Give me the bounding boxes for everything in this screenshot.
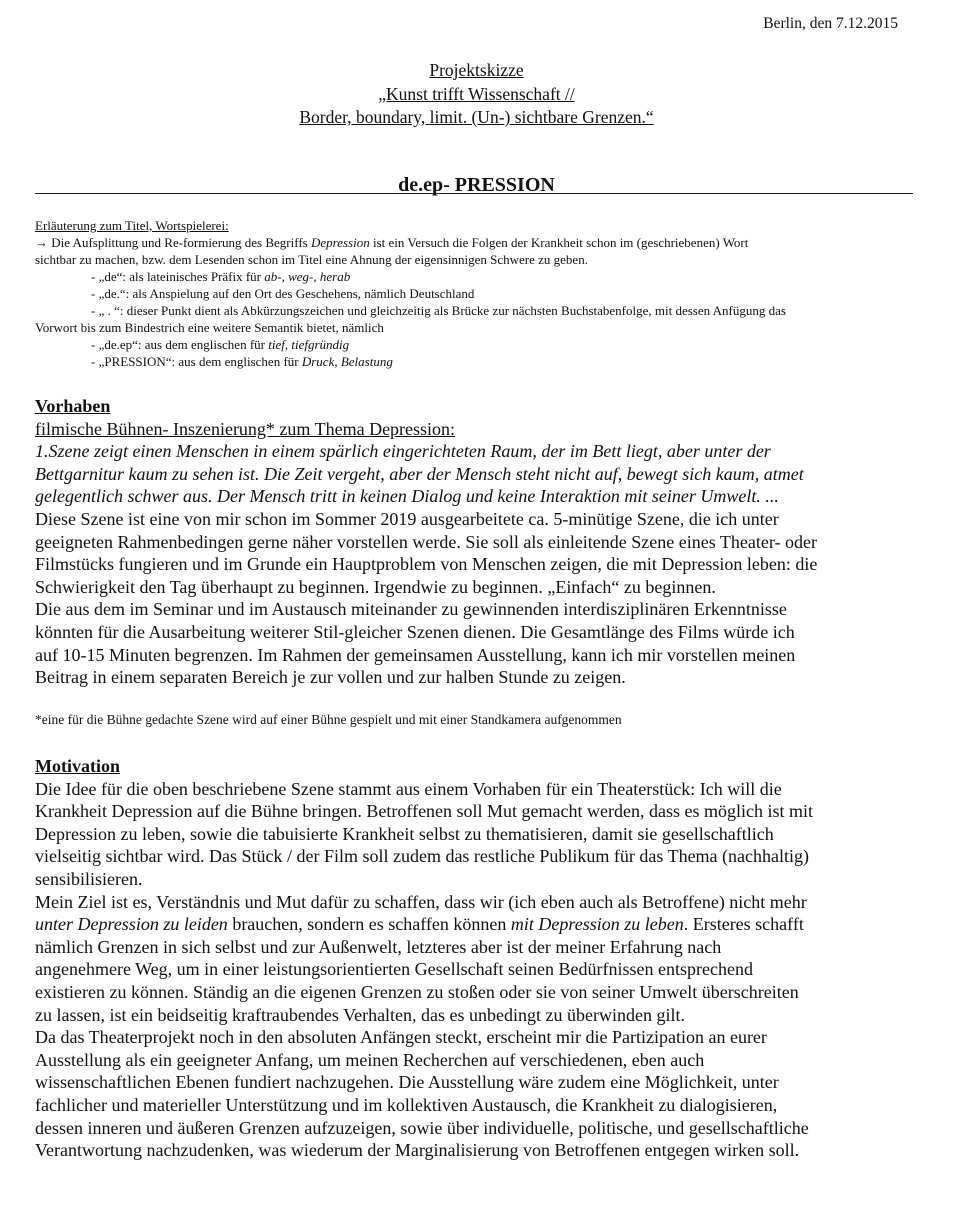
text-line <box>35 336 905 353</box>
text-segment: ist ein Versuch die Folgen der Krankheit schon im (geschriebenen) Wort <box>369 235 749 250</box>
text-segment: Vorwort bis zum Bindestrich eine weitere Semantik bietet, nämlich <box>35 320 384 335</box>
text-segment: - „de.ep“: aus dem englischen für <box>91 337 269 352</box>
section-heading: Motivation <box>35 756 120 776</box>
italic-text: ab-, weg-, herab <box>264 269 351 284</box>
text-line <box>35 666 915 689</box>
text-segment: könnten für die Ausarbeitung weiterer Stil-gleicher Szenen dienen. Die Gesamtlänge des Films würde ich <box>35 621 795 642</box>
section-subheading: filmische Bühnen- Inszenierung* zum Thema Depression: <box>35 418 456 439</box>
text-line <box>35 823 915 846</box>
text-segment: vielseitig sichtbar wird. Das Stück / der Film soll zudem das restliche Publikum für das Thema (nachhaltig) <box>35 846 810 867</box>
italic-text: 1.Szene zeigt einen Menschen in einem spärlich eingerichteten Raum, der im Bett liegt, aber unter der <box>35 441 771 462</box>
main-heading: de.ep- PRESSION <box>398 174 555 196</box>
text-line <box>35 621 915 644</box>
text-segment: Mein Ziel ist es, Verständnis und Mut dafür zu schaffen, dass wir (ich eben auch als Betroffene) nicht mehr <box>35 891 807 912</box>
text-line <box>35 440 915 463</box>
text-segment: Filmstücks fungieren und im Grunde ein Hauptproblem von Menschen zeigen, die mit Depression leben: die <box>35 554 818 575</box>
text-line <box>35 234 905 251</box>
text-line <box>35 598 915 621</box>
section-vorhaben <box>35 395 915 689</box>
text-segment: Schwierigkeit den Tag überhaupt zu beginnen. Irgendwie zu beginnen. „Einfach“ zu beginnen. <box>35 576 716 597</box>
explanation-heading: Erläuterung zum Titel, Wortspielerei: <box>35 218 229 233</box>
text-segment: geeigneten Rahmenbedingen gerne näher vorstellen werde. Sie soll als einleitende Szene eines Theater- oder <box>35 531 817 552</box>
text-segment: nämlich Grenzen in sich selbst und zur Außenwelt, letzteres aber ist der meiner Erfahrung nach <box>35 936 722 957</box>
explanation-lines <box>35 234 905 370</box>
text-segment: Ausstellung als ein geeigneter Anfang, um meinen Recherchen auf verschiedenen, eben auch <box>35 1049 705 1070</box>
text-line <box>35 553 915 576</box>
text-line <box>35 891 915 914</box>
text-segment: - „ . “: dieser Punkt dient als Abkürzungszeichen und gleichzeitig als Brücke zur nächsten Buchstabenfolge, mit dessen Anfügung das <box>91 303 786 318</box>
text-line <box>35 644 915 667</box>
text-line <box>35 1071 915 1094</box>
text-segment: - „de“: als lateinisches Präfix für <box>91 269 265 284</box>
title-line: Projektskizze <box>429 60 524 80</box>
italic-text: unter Depression zu leiden <box>35 914 228 935</box>
document-date: Berlin, den 7.12.2015 <box>763 15 898 32</box>
text-segment: angenehmere Weg, um in einer leistungsorientierten Gesellschaft seinen Bedürfnissen entsprechend <box>35 959 753 980</box>
text-line <box>35 1049 915 1072</box>
text-segment: Verantwortung nachzudenken, was wiederum der Marginalisierung von Betroffenen entgegen wirken soll. <box>35 1140 800 1161</box>
text-line <box>35 251 905 268</box>
text-segment: - „PRESSION“: aus dem englischen für <box>91 354 302 369</box>
text-segment: Depression zu leben, sowie die tabuisierte Krankheit selbst zu thematisieren, damit sie gesellschaftlich <box>35 823 774 844</box>
text-line <box>35 1117 915 1140</box>
text-segment: dessen inneren und äußeren Grenzen aufzuzeigen, sowie über individuelle, politische, und gesellschaftliche <box>35 1117 809 1138</box>
text-line <box>35 868 915 891</box>
text-line <box>35 353 905 370</box>
italic-text: Druck, Belastung <box>301 354 393 369</box>
section-motivation <box>35 755 915 1162</box>
text-segment: Die aus dem im Seminar und im Austausch miteinander zu gewinnenden interdisziplinären Erkenntnisse <box>35 599 787 620</box>
text-segment: auf 10-15 Minuten begrenzen. Im Rahmen der gemeinsamen Ausstellung, kann ich mir vorstellen meinen <box>35 644 796 665</box>
title-line: „Kunst trifft Wissenschaft // <box>378 83 575 104</box>
text-segment: Da das Theaterprojekt noch in den absoluten Anfängen steckt, erscheint mir die Partizipation an eurer <box>35 1027 767 1048</box>
section-text <box>35 440 915 689</box>
heading-divider <box>35 193 913 194</box>
text-segment: Beitrag in einem separaten Bereich je zur vollen und zur halben Stunde zu zeigen. <box>35 667 626 688</box>
footnote: *eine für die Bühne gedachte Szene wird auf einer Bühne gespielt und mit einer Standkamera aufgenommen <box>35 712 622 727</box>
text-line <box>35 508 915 531</box>
text-line <box>35 1094 915 1117</box>
text-line <box>35 845 915 868</box>
text-line <box>35 463 915 486</box>
section-heading: Vorhaben <box>35 396 111 416</box>
text-segment: . Ersteres schafft <box>683 914 804 935</box>
text-segment: fachlicher und materieller Unterstützung und im kollektiven Austausch, die Krankheit zu dialogisieren, <box>35 1094 778 1115</box>
text-line <box>35 958 915 981</box>
text-segment: brauchen, sondern es schaffen können <box>227 914 511 935</box>
text-line <box>35 485 915 508</box>
text-segment: sensibilisieren. <box>35 868 143 889</box>
text-segment: Diese Szene ist eine von mir schon im Sommer 2019 ausgearbeitete ca. 5-minütige Szene, die ich unter <box>35 508 779 529</box>
text-line <box>35 778 915 801</box>
text-segment: Die Idee für die oben beschriebene Szene stammt aus einem Vorhaben für ein Theaterstück: Ich will die <box>35 778 782 799</box>
italic-text: gelegentlich schwer aus. Der Mensch tritt in keinen Dialog und keine Interaktion mit seiner Umwelt. ... <box>35 486 779 507</box>
italic-text: mit Depression zu leben <box>510 914 684 935</box>
section-text <box>35 778 915 1162</box>
text-segment: - „de.“: als Anspielung auf den Ort des Geschehens, nämlich Deutschland <box>91 286 475 301</box>
italic-text: Bettgarnitur kaum zu sehen ist. Die Zeit vergeht, aber der Mensch steht nicht auf, bewegt sich kaum, atmet <box>35 463 804 484</box>
text-segment: zu lassen, ist ein beidseitig kraftraubendes Verhalten, das es unbedingt zu überwinden gilt. <box>35 1004 685 1025</box>
text-line <box>35 936 915 959</box>
text-line <box>35 319 905 336</box>
text-segment: Krankheit Depression auf die Bühne bringen. Betroffenen soll Mut gemacht werden, dass es möglich ist mit <box>35 801 813 822</box>
text-line <box>35 800 915 823</box>
text-segment: → Die Aufsplittung und Re-formierung des Begriffs <box>35 235 311 250</box>
text-line <box>35 268 905 285</box>
title-line: Border, boundary, limit. (Un-) sichtbare Grenzen.“ <box>299 107 654 127</box>
text-line <box>35 1004 915 1027</box>
text-line <box>35 981 915 1004</box>
text-line <box>35 1139 915 1162</box>
text-line <box>35 302 905 319</box>
project-title <box>0 59 953 130</box>
text-segment: sichtbar zu machen, bzw. dem Lesenden schon im Titel eine Ahnung der eigensinnigen Schwere zu geben. <box>35 252 588 267</box>
title-explanation <box>35 217 905 370</box>
italic-text: Depression <box>310 235 370 250</box>
text-line <box>35 531 915 554</box>
text-segment: existieren zu können. Ständig an die eigenen Grenzen zu stoßen oder sie von seiner Umwelt überschreiten <box>35 981 799 1002</box>
text-line <box>35 1026 915 1049</box>
text-line <box>35 576 915 599</box>
italic-text: tief, tiefgründig <box>268 337 350 352</box>
text-line <box>35 913 915 936</box>
text-segment: wissenschaftlichen Ebenen fundiert nachzugehen. Die Ausstellung wäre zudem eine Möglichkeit, unter <box>35 1072 779 1093</box>
text-line <box>35 285 905 302</box>
